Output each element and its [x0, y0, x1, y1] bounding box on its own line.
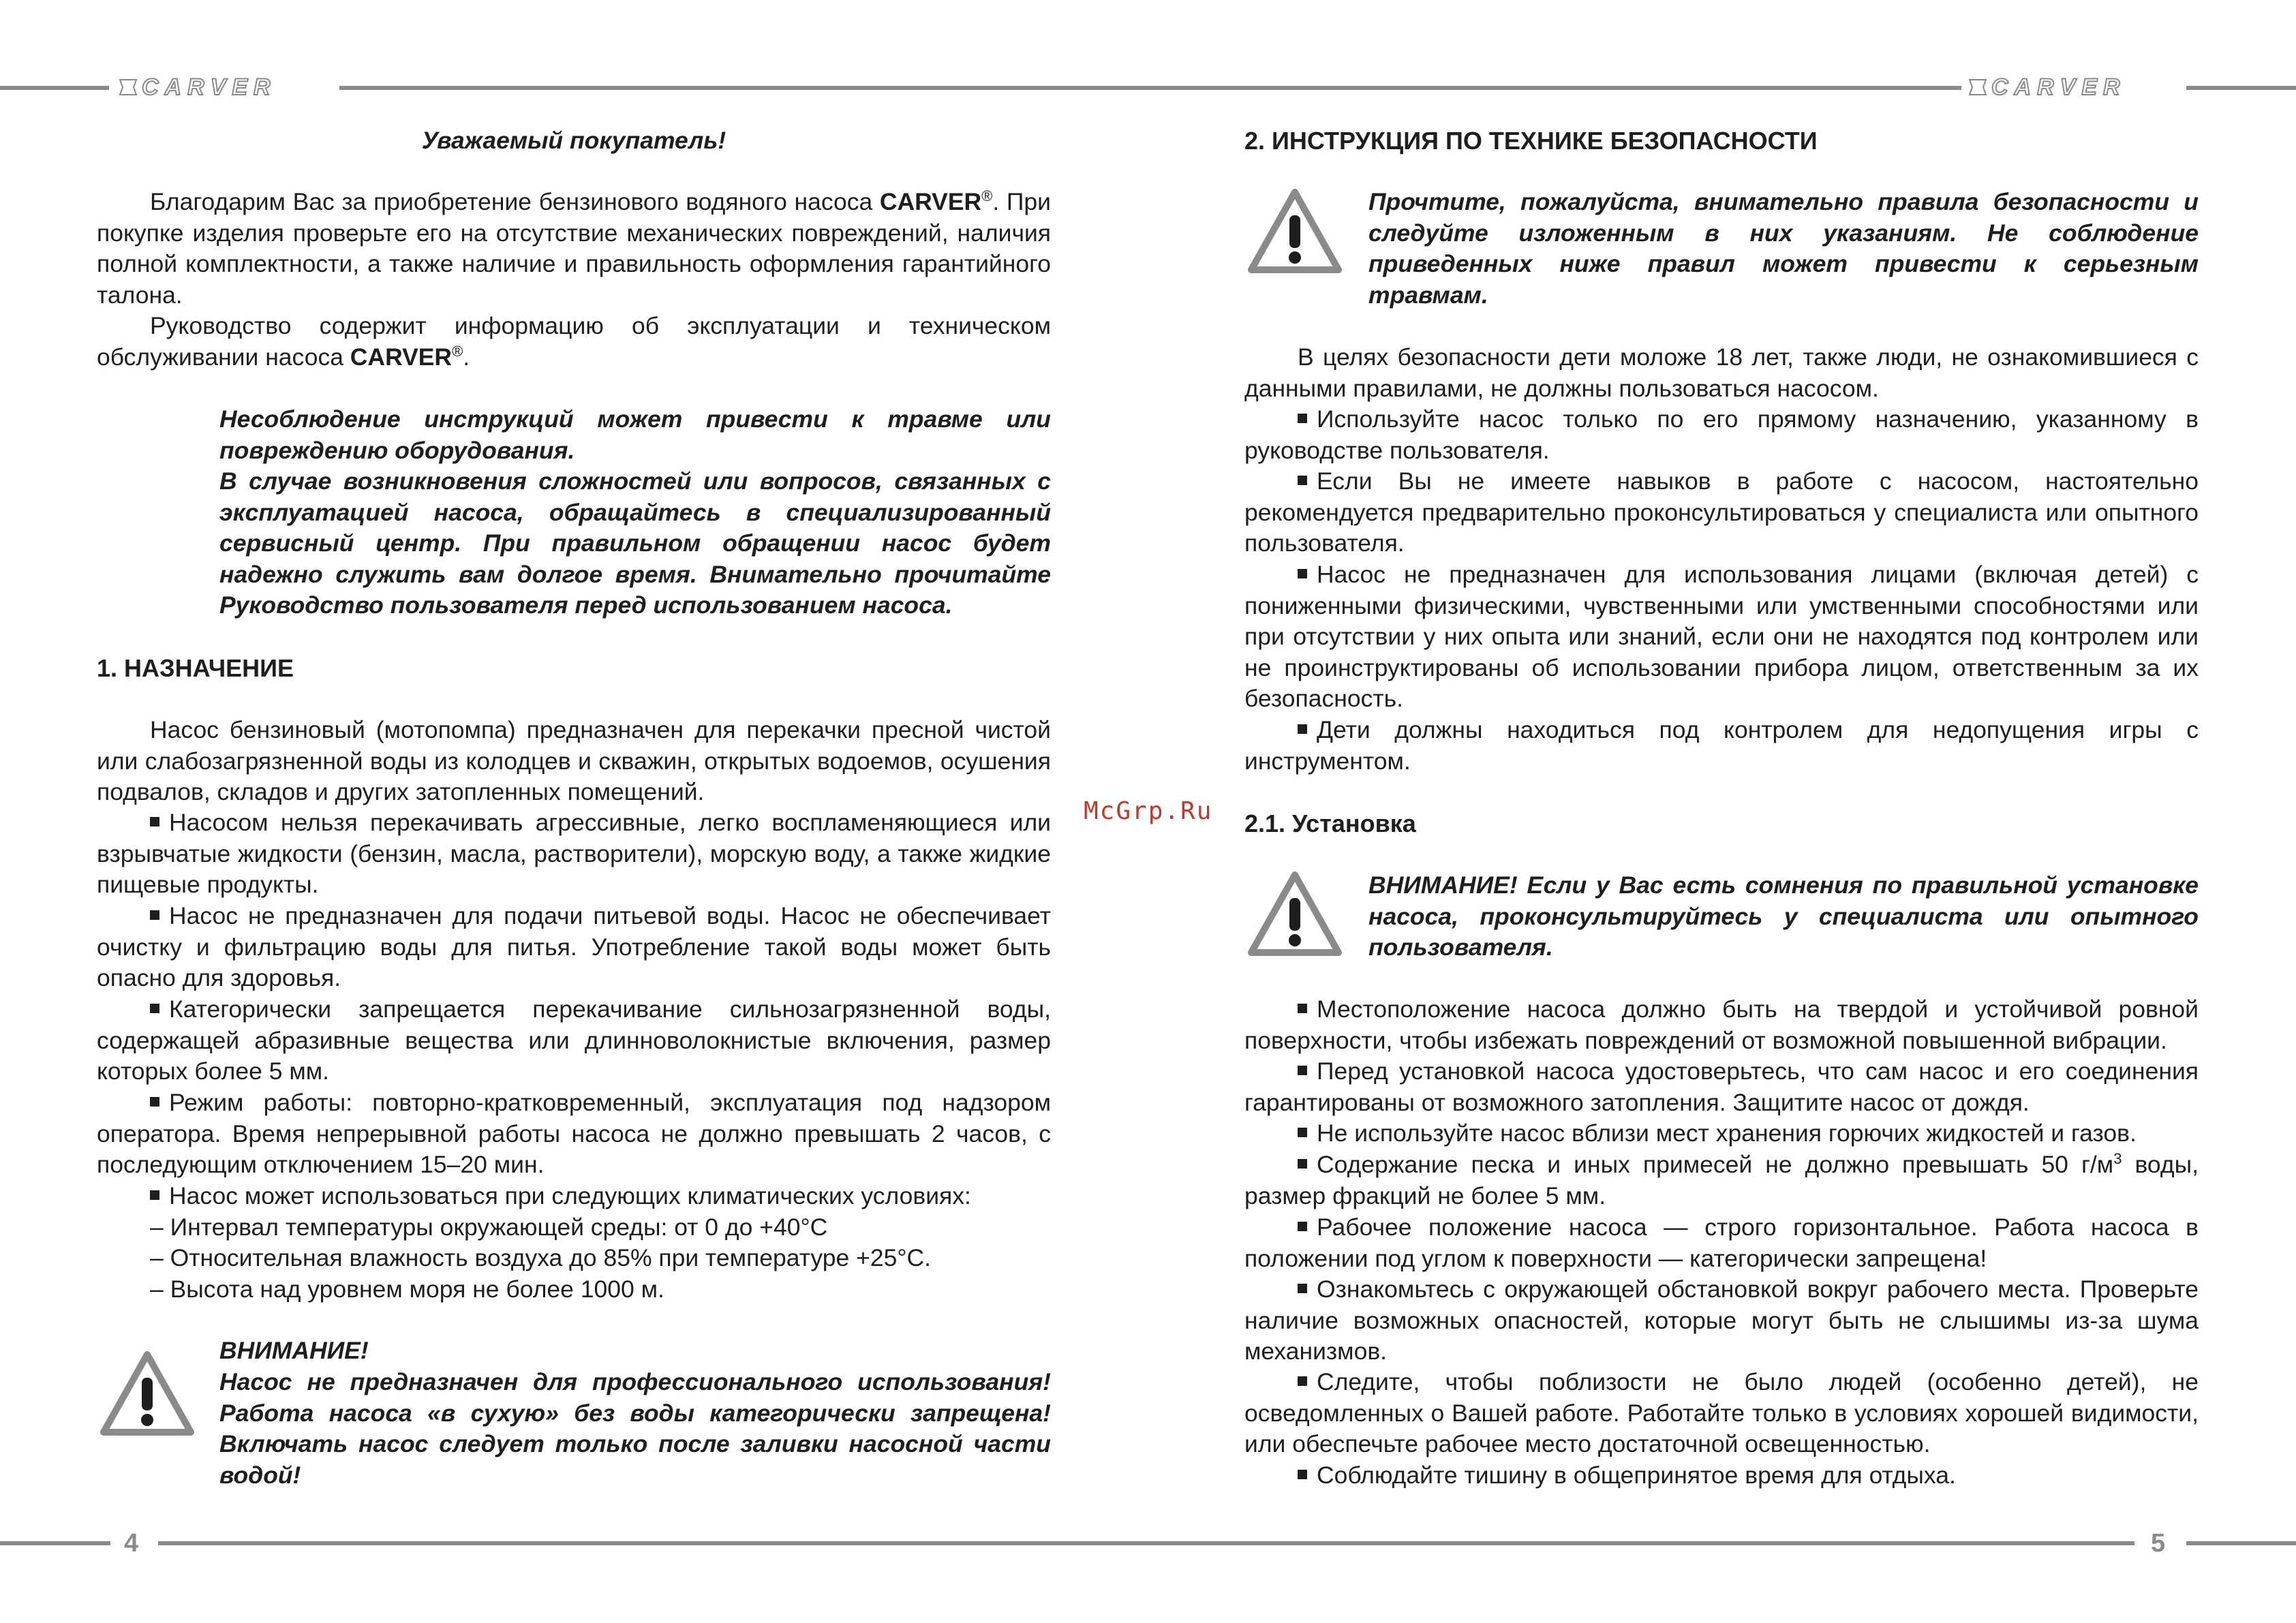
header-rule-left [0, 86, 109, 90]
reg-mark: ® [981, 187, 993, 205]
safety-bullet-4: Дети должны находиться под контролем для недопущения игры с инструментом. [1244, 715, 2199, 777]
intro2-brand: CARVER [350, 343, 453, 371]
intro2-tail: . [463, 343, 470, 371]
install-bullet-1: Местоположение насоса должно быть на твердой и устойчивой ровной поверхности, чтобы избежать повреждений от возможной повышенной вибрации. [1244, 994, 2199, 1056]
install-bullet-8: Соблюдайте тишину в общепринятое время для отдыха. [1244, 1460, 2199, 1491]
footer-rule-center [158, 1541, 2134, 1545]
section-2-title: 2. ИНСТРУКЦИЯ ПО ТЕХНИКЕ БЕЗОПАСНОСТИ [1244, 127, 1818, 155]
intro1-tail: . При покупке изделия проверьте его на отсутствие механических повреждений, наличия полной комплектности, а также наличие и правильность оформления гарантийного талона. [97, 188, 1051, 309]
page-number-right: 5 [2151, 1529, 2166, 1558]
notice-1: Несоблюдение инструкций может привести к травме или повреждению оборудования. [219, 405, 1051, 464]
bullet-5: Насос может использоваться при следующих климатических условиях: [97, 1181, 1051, 1212]
warning-triangle-icon [1247, 871, 1343, 957]
carver-logo-icon [1967, 78, 1987, 96]
warning-title: ВНИМАНИЕ! [219, 1337, 369, 1364]
condition-1: – Интервал температуры окружающей среды: от 0 до +40°С [150, 1214, 828, 1241]
section-1-title: 1. НАЗНАЧЕНИЕ [97, 654, 294, 682]
sand-text: Содержание песка и иных примесей не должно превышать 50 г/м [1317, 1151, 2114, 1178]
intro-paragraph-2 [97, 311, 1051, 373]
safety-warning: Прочтите, пожалуйста, внимательно правила безопасности и следуйте изложенным в них указаниям. Не соблюдение приведенных ниже правил может привести к серьезным травмам. [1368, 188, 2199, 309]
bullet-2: Насос не предназначен для подачи питьевой воды. Насос не обеспечивает очистку и фильтрацию воды для питья. Употребление такой воды может быть опасно для здоровья. [97, 901, 1051, 994]
intro-paragraph-1 [97, 187, 1051, 311]
brand-logo-left [117, 74, 277, 101]
header-rule-right [2186, 86, 2296, 90]
brand-name-left: CARVER [142, 74, 277, 100]
condition-3: – Высота над уровнем моря не более 1000 м. [150, 1276, 664, 1303]
safety-bullet-2: Если Вы не имеете навыков в работе с насосом, настоятельно рекомендуется предварительно проконсультироваться у специалиста или опытного пользователя. [1244, 466, 2199, 559]
notice-2: В случае возникновения сложностей или вопросов, связанных с эксплуатацией насоса, обращайтесь в специализированный сервисный центр. При правильном обращении насос будет надежно служить вам долгое время. Внимательно прочитайте Руководство пользователя перед использованием насоса. [219, 467, 1051, 619]
safety-intro: В целях безопасности дети моложе 18 лет, также люди, не ознакомившиеся с данными правилами, не должны пользоваться насосом. [1244, 343, 2199, 402]
watermark: McGrp.Ru [1084, 797, 1213, 825]
carver-logo-icon [117, 78, 138, 96]
install-bullet-sand [1244, 1149, 2199, 1211]
condition-2: – Относительная влажность воздуха до 85% при температуре +25°С. [150, 1244, 932, 1271]
section-2-1-title: 2.1. Установка [1244, 809, 1416, 837]
install-bullet-6: Ознакомьтесь с окружающей обстановкой вокруг рабочего места. Проверьте наличие возможных опасностей, которые могут быть не слышимы из-за шума механизмов. [1244, 1274, 2199, 1367]
install-bullet-3: Не используйте насос вблизи мест хранения горючих жидкостей и газов. [1244, 1118, 2199, 1149]
header-rule-center [339, 86, 1961, 90]
install-bullet-5: Рабочее положение насоса — строго горизонтальное. Работа насоса в положении под углом к поверхности — категорически запрещена! [1244, 1212, 2199, 1274]
warning-triangle-icon [1247, 188, 1343, 274]
warning-text: Насос не предназначен для профессионального использования! Работа насоса «в сухую» без воды категорически запрещена! Включать насос следует только после заливки насосной части водой! [219, 1368, 1051, 1489]
bullet-3: Категорически запрещается перекачивание сильнозагрязненной воды, содержащей абразивные вещества или длинноволокнистые включения, размер которых более 5 мм. [97, 994, 1051, 1087]
bullet-4: Режим работы: повторно-кратковременный, эксплуатация под надзором оператора. Время непрерывной работы насоса не должно превышать 2 часов, с последующим отключением 15–20 мин. [97, 1087, 1051, 1181]
safety-bullet-3: Насос не предназначен для использования лицами (включая детей) с пониженными физическими, чувственными или умственными способностями или при отсутствии у них опыта или знаний, если они не находятся под контролем или не проинструктированы об использовании прибора лицом, ответственным за их безопасность. [1244, 559, 2199, 715]
sand-tail: воды, размер фракций не более 5 мм. [1244, 1151, 2199, 1209]
footer-rule-right [2186, 1541, 2296, 1545]
sand-sup: 3 [2113, 1150, 2122, 1168]
page-number-left: 4 [124, 1529, 139, 1558]
install-bullet-7: Следите, чтобы поблизости не было людей (особенно детей), не осведомленных о Вашей работе. Работайте только в условиях хорошей видимости, или обеспечьте рабочее место достаточной освещенностью. [1244, 1367, 2199, 1460]
intro1-text: Благодарим Вас за приобретение бензинового водяного насоса [150, 188, 880, 215]
intro1-brand: CARVER [879, 188, 982, 215]
install-bullet-2: Перед установкой насоса удостоверьтесь, что сам насос и его соединения гарантированы от возможного затопления. Защитите насос от дождя. [1244, 1056, 2199, 1118]
intro2-text: Руководство содержит информацию об эксплуатации и техническом обслуживании насоса [97, 312, 1051, 371]
safety-bullet-1: Используйте насос только по его прямому назначению, указанному в руководстве пользователя. [1244, 404, 2199, 466]
reg-mark: ® [452, 342, 463, 360]
footer-rule-left [0, 1541, 110, 1545]
install-warning: ВНИМАНИЕ! Если у Вас есть сомнения по правильной установке насоса, проконсультируйтесь у специалиста или опытного пользователя. [1368, 871, 2199, 961]
purpose-paragraph: Насос бензиновый (мотопомпа) предназначен для перекачки пресной чистой или слабозагрязненной воды из колодцев и скважин, открытых водоемов, осушения подвалов, складов и других затопленных помещений. [97, 716, 1051, 805]
brand-logo-right [1967, 74, 2126, 101]
bullet-1: Насосом нельзя перекачивать агрессивные, легко воспламеняющиеся или взрывчатые жидкости (бензин, масла, растворители), морскую воду, а также жидкие пищевые продукты. [97, 807, 1051, 901]
greeting: Уважаемый покупатель! [421, 127, 726, 154]
brand-name-right: CARVER [1991, 74, 2126, 100]
warning-triangle-icon [100, 1350, 195, 1436]
